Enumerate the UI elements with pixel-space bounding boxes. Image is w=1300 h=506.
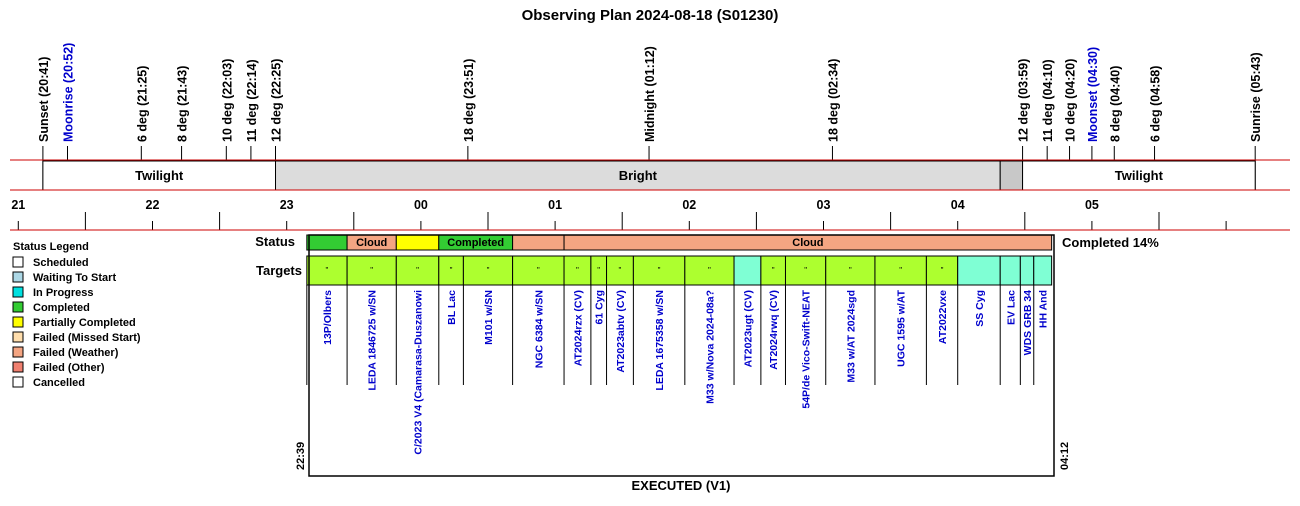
target-name: AT2024rwq (CV): [768, 290, 781, 370]
hour-label: 21: [11, 198, 26, 212]
hour-label: 04: [950, 198, 965, 212]
event-label: Moonrise (20:52): [61, 42, 76, 142]
phase-label: Twilight: [135, 168, 184, 183]
hour-label: 00: [413, 198, 428, 212]
target-mark: ": [899, 266, 903, 275]
status-label: Cloud: [356, 237, 388, 249]
event-label: 18 deg (02:34): [826, 58, 841, 142]
legend-label: Cancelled: [33, 377, 85, 389]
target-mark: ": [486, 266, 490, 275]
event-label: 11 deg (22:14): [244, 59, 259, 142]
target-mark: ": [325, 266, 329, 275]
target-name: AT2022vxe: [937, 290, 950, 345]
legend-swatch: [13, 347, 23, 357]
legend-label: Scheduled: [33, 257, 89, 269]
target-name: M33 w/Nova 2024-08a?: [704, 290, 717, 404]
phase-label: Bright: [618, 168, 657, 183]
event-label: 10 deg (04:20): [1063, 58, 1078, 142]
target-name: AT2023ugt (CV): [742, 290, 755, 368]
target-name: LEDA 1846725 w/SN: [366, 290, 379, 391]
legend-label: Failed (Weather): [33, 347, 119, 359]
event-label: 6 deg (21:25): [135, 65, 150, 142]
legend-swatch: [13, 317, 23, 327]
target-mark: ": [657, 266, 661, 275]
schedule-start-time: 22:39: [295, 441, 307, 470]
legend-label: Completed: [33, 302, 90, 314]
target-name: LEDA 1675358 w/SN: [654, 290, 667, 391]
targets-row-label: Targets: [256, 263, 302, 278]
legend-label: Failed (Other): [33, 362, 105, 374]
event-label: 12 deg (03:59): [1016, 58, 1031, 142]
target-name: WDS GRB 34: [1022, 290, 1035, 356]
legend-swatch: [13, 272, 23, 282]
legend-swatch: [13, 377, 23, 387]
target-name: EV Lac: [1005, 290, 1018, 326]
phase-label: Twilight: [1114, 168, 1163, 183]
target-name: M33 w/AT 2024sgd: [845, 290, 858, 383]
event-label: 12 deg (22:25): [269, 58, 284, 142]
target-name: HH And: [1037, 290, 1050, 329]
event-label: Moonset (04:30): [1085, 46, 1100, 142]
target-mark: ": [597, 266, 601, 275]
status-label: Cloud: [792, 237, 824, 249]
event-label: 18 deg (23:51): [461, 58, 476, 142]
target-name: M101 w/SN: [483, 290, 495, 345]
twilight-phase-band: [43, 161, 1255, 190]
target-name: AT2023abtv (CV): [614, 290, 627, 373]
hour-label: 02: [682, 198, 697, 212]
target-name: C/2023 V4 (Camarasa-Duszanowi: [412, 290, 425, 455]
legend-label: Waiting To Start: [33, 272, 117, 284]
hour-label: 01: [548, 198, 563, 212]
target-block[interactable]: [734, 256, 761, 285]
status-block: [307, 235, 347, 250]
hour-label: 05: [1084, 198, 1099, 212]
hour-label: 22: [145, 198, 160, 212]
event-label: 8 deg (21:43): [175, 65, 190, 142]
target-name: 13P/Olbers: [321, 290, 334, 345]
target-mark: ": [804, 266, 808, 275]
legend-label: In Progress: [33, 287, 94, 299]
event-label: Sunrise (05:43): [1249, 52, 1264, 142]
hour-scale: [11, 198, 1226, 230]
completed-percentage: Completed 14%: [1062, 235, 1159, 250]
target-block[interactable]: [958, 256, 1000, 285]
executed-label: EXECUTED (V1): [631, 478, 731, 493]
event-label: 6 deg (04:58): [1148, 65, 1163, 142]
target-mark: ": [940, 266, 944, 275]
target-mark: ": [618, 266, 622, 275]
target-mark: ": [370, 266, 374, 275]
target-name: BL Lac: [446, 290, 459, 325]
target-mark: ": [536, 266, 540, 275]
target-block[interactable]: [1020, 256, 1033, 285]
legend-label: Partially Completed: [33, 317, 136, 329]
event-label: Sunset (20:41): [36, 56, 51, 142]
target-blocks: [307, 256, 1052, 455]
target-name: NGC 6384 w/SN: [533, 290, 546, 369]
target-mark: ": [449, 266, 453, 275]
status-row-label: Status: [255, 234, 295, 249]
legend-swatch: [13, 332, 23, 342]
event-label: 10 deg (22:03): [220, 58, 235, 142]
phase-block: [1000, 161, 1022, 190]
schedule-end-time: 04:12: [1059, 441, 1071, 470]
target-name: UGC 1595 w/AT: [895, 290, 908, 367]
target-name: SS Cyg: [973, 290, 986, 327]
status-block: [396, 235, 438, 250]
plan-title: Observing Plan 2024-08-18 (S01230): [521, 7, 779, 24]
legend-swatch: [13, 362, 23, 372]
target-mark: ": [416, 266, 419, 275]
target-block[interactable]: [1000, 256, 1020, 285]
status-legend: [13, 241, 141, 389]
hour-label: 03: [816, 198, 831, 212]
hour-label: 23: [279, 198, 294, 212]
legend-swatch: [13, 287, 23, 297]
event-label: 11 deg (04:10): [1041, 59, 1056, 142]
target-name: AT2024rzx (CV): [572, 290, 585, 367]
target-block[interactable]: [1034, 256, 1052, 285]
status-row: [307, 235, 1052, 250]
target-name: 61 Cyg: [593, 290, 606, 325]
status-label: Completed: [447, 237, 505, 249]
target-mark: ": [708, 266, 711, 275]
event-label: 8 deg (04:40): [1108, 65, 1123, 142]
target-name: 54P/de Vico-Swift-NEAT: [800, 290, 813, 409]
legend-label: Failed (Missed Start): [33, 332, 141, 344]
status-block: [513, 235, 564, 250]
target-mark: ": [576, 266, 579, 275]
event-label: Midnight (01:12): [643, 46, 658, 142]
target-mark: ": [771, 266, 775, 275]
legend-items: [13, 257, 141, 389]
legend-swatch: [13, 257, 23, 267]
legend-title: Status Legend: [13, 241, 89, 253]
legend-swatch: [13, 302, 23, 312]
target-mark: ": [848, 266, 852, 275]
